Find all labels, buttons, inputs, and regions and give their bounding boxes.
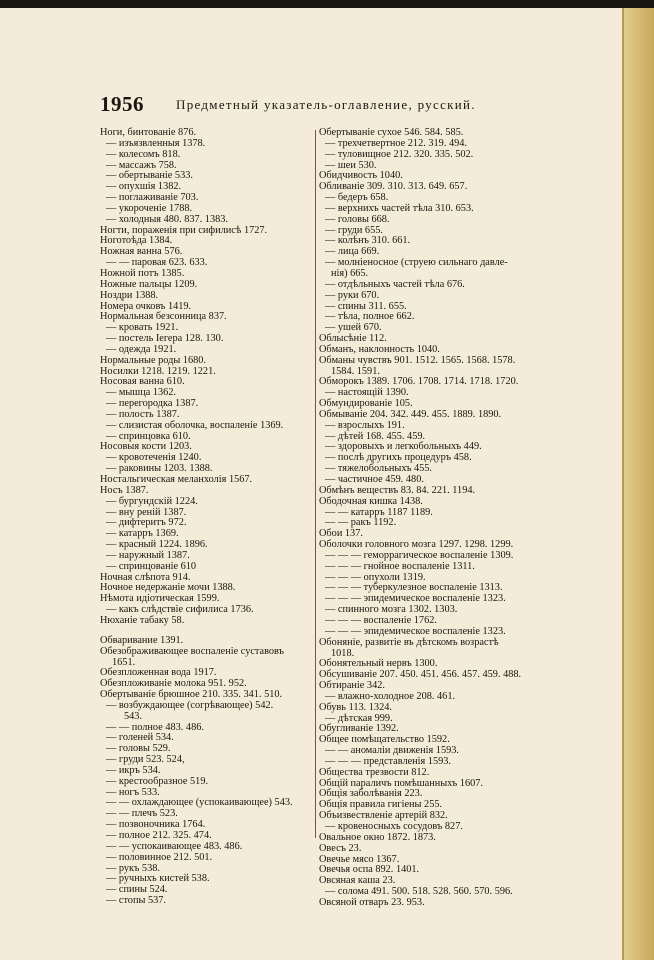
index-entry: — — паровая 623. 633. (106, 257, 208, 269)
index-entry: — частичное 459. 480. (325, 474, 424, 485)
index-entry: Ночная слѣпота 914. (100, 571, 191, 583)
index-entry: — красный 1224. 1896. (106, 539, 208, 551)
index-entry: Ноздри 1388. (100, 289, 159, 301)
index-entry: Обмѣнъ веществъ 83. 84. 221. 1194. (319, 484, 476, 496)
index-entry: — — плечъ 523. (106, 808, 178, 820)
index-entry: Носъ 1387. (100, 484, 149, 496)
index-entry: — верхнихъ частей тѣла 310. 653. (325, 202, 474, 214)
index-entry: Ножная ванна 576. (100, 246, 183, 258)
index-entry: Обезпложенная вода 1917. (100, 667, 217, 679)
index-entry: — позвоночника 1764. (106, 819, 206, 831)
index-entry: — мышца 1362. (106, 387, 177, 399)
index-column-right (319, 128, 539, 909)
index-entry: Номера очковъ 1419. (100, 300, 192, 312)
index-entry: — руки 670. (325, 289, 380, 301)
index-entry: — крестообразное 519. (106, 775, 209, 787)
index-entry: Обоняніе, развитіе въ дѣтскомъ возрастѣ (319, 636, 499, 648)
index-entry: — молніеносное (струею сильнаго давле- (325, 257, 508, 269)
index-entry: Овсяной отваръ 23. 953. (319, 896, 425, 908)
index-entry: Обсушиваніе 207. 450. 451. 456. 457. 459. 488. (319, 669, 522, 681)
index-entry: Носовыя кости 1203. (100, 441, 192, 453)
index-entry: Ностальгическая меланхолія 1567. (100, 474, 253, 485)
index-entry: — полное 212. 325. 474. (106, 830, 212, 841)
index-entry: — отдѣльныхъ частей тѣла 676. (325, 278, 465, 290)
index-entry: — икръ 534. (106, 764, 161, 776)
index-entry: — дѣтей 168. 455. 459. (325, 430, 426, 442)
page-edge-line (622, 8, 624, 960)
index-entry: — взрослыхъ 191. (325, 419, 405, 431)
index-entry: Общія заболѣванія 223. (319, 788, 423, 800)
index-entry: Общія правила гигіены 255. (319, 799, 443, 811)
index-entry: — шеи 530. (325, 159, 377, 171)
running-head: Предметный указатель-оглавление, русский. (176, 97, 476, 112)
index-entry: — катарръ 1369. (106, 528, 179, 540)
index-entry: — ушей 670. (325, 322, 382, 334)
index-entry: Обморокъ 1389. 1706. 1708. 1714. 1718. 1720. (319, 376, 519, 388)
index-entry: Облысѣніе 112. (319, 333, 387, 345)
index-entry: — солома 491. 500. 518. 528. 560. 570. 596. (325, 886, 513, 898)
index-entry: — кровеносныхъ сосудовъ 827. (325, 821, 463, 832)
index-entry: — кровотеченія 1240. (106, 452, 202, 464)
index-entry: Обертываніе сухое 546. 584. 585. (319, 127, 464, 138)
index-entry: — вну реній 1387. (106, 506, 187, 518)
index-entry: Нѣмота идіотическая 1599. (100, 593, 220, 605)
index-entry: — настоящій 1390. (325, 387, 409, 399)
index-entry: Оболочки головного мозга 1297. 1298. 1299. (319, 539, 514, 551)
index-entry: нія) 665. (331, 267, 369, 279)
index-entry: Ободочная кишка 1438. (319, 495, 423, 507)
index-entry: — — охлаждающее (успокаивающее) 543. (106, 797, 293, 809)
index-entry: — постель Іегера 128. 130. (106, 333, 224, 345)
index-entry: — — — опухоли 1319. (325, 571, 426, 583)
index-entry: Общества трезвости 812. (319, 766, 430, 778)
index-entry: — — — эпидемическое воспаленіе 1323. (325, 593, 506, 605)
index-entry: Обонятельный нервъ 1300. (319, 658, 438, 670)
index-entry: — холодныя 480. 837. 1383. (106, 213, 228, 225)
index-entry: Обезображивающее воспаленіе суставовъ (100, 645, 284, 657)
index-entry: Ноготоѣда 1384. (100, 235, 173, 247)
index-entry: — колѣнъ 310. 661. (325, 235, 411, 247)
index-entry: Общее помѣщательство 1592. (319, 734, 450, 746)
page-edge (622, 8, 654, 960)
index-entry: Овечье мясо 1367. (319, 853, 400, 865)
index-entry: Нормальная безсонница 837. (100, 311, 227, 323)
index-entry: Ночное недержаніе мочи 1388. (100, 582, 236, 594)
index-entry: — влажно-холодное 208. 461. (325, 690, 456, 702)
page-number: 1956 (100, 92, 144, 116)
index-entry: — груди 655. (325, 224, 383, 236)
index-column-left (100, 128, 312, 907)
index-entry: — полость 1387. (106, 408, 180, 420)
index-entry: — — аномаліи движенія 1593. (325, 745, 459, 757)
index-entry: — спинного мозга 1302. 1303. (325, 604, 458, 616)
index-entry: Обертываніе брюшное 210. 335. 341. 510. (100, 689, 283, 701)
index-entry: 543. (124, 710, 143, 722)
index-entry: — ногъ 533. (106, 786, 160, 798)
index-entry: — тѣла, полное 662. (325, 311, 415, 323)
index-entry: Носилки 1218. 1219. 1221. (100, 365, 216, 377)
index-entry: — груди 523. 524, (106, 754, 185, 766)
index-entry: — опухшія 1382. (106, 181, 182, 193)
index-entry: Обмундированіе 105. (319, 398, 413, 410)
index-entry: — укороченіе 1788. (106, 202, 193, 214)
index-entry: — — полное 483. 486. (106, 721, 204, 733)
index-entry: — изъязвленныя 1378. (106, 137, 206, 149)
index-entry: Овсяная каша 23. (319, 875, 396, 887)
index-entry: Носовая ванна 610. (100, 376, 185, 388)
index-entry: — здоровыхъ и легкобольныхъ 449. (325, 441, 482, 453)
index-entry: — туловищное 212. 320. 335. 502. (325, 148, 474, 160)
index-entry: Ногти, пораженія при сифилисѣ 1727. (100, 224, 268, 236)
column-divider (315, 130, 316, 838)
index-entry: — половинное 212. 501. (106, 851, 213, 863)
index-entry: — спины 524. (106, 884, 168, 896)
index-entry: Нормальные роды 1680. (100, 354, 206, 366)
index-entry: — — ракъ 1192. (325, 517, 397, 529)
index-entry: — обертываніе 533. (106, 170, 193, 182)
index-entry: Обтираніе 342. (319, 680, 385, 692)
index-entry: — лица 669. (325, 246, 380, 258)
index-entry: — одежда 1921. (106, 343, 177, 355)
index-entry: — стопы 537. (106, 895, 166, 907)
index-entry: Ножные пальцы 1209. (100, 278, 198, 290)
index-entry: — дифтеритъ 972. (106, 517, 187, 529)
index-entry: — бедеръ 658. (325, 192, 389, 204)
index-entry: — спринцовка 610. (106, 430, 191, 442)
index-entry: — наружный 1387. (106, 549, 190, 561)
index-entry: Ножной потъ 1385. (100, 267, 185, 279)
index-entry: — головы 668. (325, 213, 390, 225)
index-entry: — голеней 534. (106, 732, 174, 744)
index-entry: — — — представленія 1593. (325, 755, 451, 767)
index-entry: — слизистая оболочка, воспаленіе 1369. (106, 419, 284, 431)
index-entry: — — — эпидемическое воспаленіе 1323. (325, 625, 506, 637)
index-entry: Обваривание 1391. (100, 634, 184, 646)
index-entry: Овальное окно 1872. 1873. (319, 831, 436, 843)
index-entry: Обмываніе 204. 342. 449. 455. 1889. 1890. (319, 408, 502, 420)
scan-top-border (0, 0, 654, 8)
index-entry: Объизвествленіе артерій 832. (319, 810, 448, 822)
index-entry: Обугливаніе 1392. (319, 723, 399, 735)
index-entry: — спринцованіе 610 (106, 560, 197, 572)
index-entry: — — — геморрагическое воспаленіе 1309. (325, 549, 514, 561)
index-entry: — тяжелобольныхъ 455. (325, 463, 432, 475)
index-entry: Обманъ, наклонность 1040. (319, 343, 440, 355)
index-entry: — поглаживаніе 703. (106, 192, 199, 204)
index-entry: Овечья оспа 892. 1401. (319, 864, 420, 876)
index-entry: — дѣтская 999. (325, 712, 393, 724)
index-entry: — массажъ 758. (106, 159, 177, 171)
index-entry: Обувь 113. 1324. (319, 701, 392, 713)
index-entry: Общій параличъ помѣшанныхъ 1607. (319, 777, 483, 789)
index-entry: 1651. (112, 656, 136, 668)
index-entry: Обливаніе 309. 310. 313. 649. 657. (319, 181, 468, 193)
index-entry: — — — гнойное воспаленіе 1311. (325, 560, 475, 572)
index-entry: Овесъ 23. (319, 842, 362, 854)
index-entry: — раковины 1203. 1388. (106, 463, 213, 475)
index-entry: — — — воспаленіе 1762. (325, 614, 437, 626)
index-entry: Обманы чувствъ 901. 1512. 1565. 1568. 1578. (319, 354, 516, 366)
index-entry: Обои 137. (319, 528, 363, 540)
index-entry: — — — туберкулезное воспаленіе 1313. (325, 582, 503, 594)
index-entry: — кровать 1921. (106, 322, 179, 334)
index-entry: — рукъ 538. (106, 862, 160, 874)
index-entry: — спины 311. 655. (325, 300, 407, 312)
index-entry: Ноги, бинтованіе 876. (100, 127, 197, 138)
index-entry: — бургундскій 1224. (106, 495, 198, 507)
index-entry: — головы 529. (106, 743, 171, 755)
index-entry: — — катарръ 1187 1189. (325, 506, 433, 518)
index-entry: — послѣ другихъ процедуръ 458. (325, 452, 472, 464)
index-entry: — возбуждающее (согрѣвающее) 542. (106, 699, 274, 711)
index-entry: — перегородка 1387. (106, 398, 199, 410)
index-entry: Обидчивость 1040. (319, 170, 403, 182)
index-entry: — — успокаивающее 483. 486. (106, 840, 243, 852)
index-entry: — какъ слѣдствіе сифилиса 1736. (106, 604, 254, 616)
index-entry: 1018. (331, 647, 355, 659)
index-entry: 1584. 1591. (331, 365, 380, 377)
index-entry: Нюханіе табаку 58. (100, 614, 185, 626)
index-entry: — колесомъ 818. (106, 148, 181, 160)
index-entry: Обезпложиваніе молока 951. 952. (100, 678, 247, 690)
index-entry: — трехчетвертное 212. 319. 494. (325, 137, 467, 149)
index-entry: — ручныхъ кистей 538. (106, 873, 210, 885)
